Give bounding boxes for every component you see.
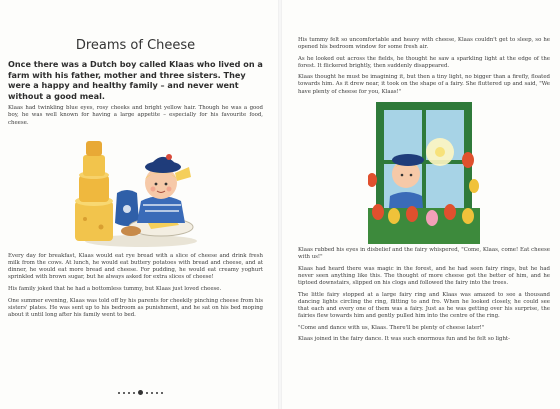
pagination-dot[interactable] [123, 392, 125, 394]
body-paragraph: One summer evening, Klaas was told off by his parents for cheekily pinching cheese from his sisters' plates. He was sent up to his bedroom as punishment, and he sat on his bed moping about it until long after his family went to bed. [8, 297, 263, 318]
pagination-dot[interactable] [161, 392, 163, 394]
body-paragraph: As he looked out across the fields, he thought he saw a sparkling light at the edge of the forest. It flickered brightly, then suddenly disappeared. [298, 55, 550, 69]
page-pagination [118, 390, 163, 395]
pagination-dot[interactable] [146, 392, 148, 394]
right-page [282, 0, 560, 409]
body-paragraph: His tummy felt so uncomfortable and heavy with cheese, Klaas couldn't get to sleep, so he opened his bedroom window for some fresh air. [298, 37, 550, 51]
body-paragraph: Every day for breakfast, Klaas would eat rye bread with a slice of cheese and drink fresh milk from the cows. At lunch, he would eat buttery potatoes with bread and cheese, and at dinner, he would eat more bread and cheese. For pudding, he would eat creamy yoghurt sprinkled with brown sugar, but he always asked for extra slices of cheese! [8, 253, 263, 281]
pagination-dot[interactable] [156, 392, 158, 394]
left-page [0, 0, 279, 409]
body-paragraph: Klaas had twinkling blue eyes, rosy cheeks and bright yellow hair. Though he was a good boy, he was well known for having a large appetite – especially for his favourite food, cheese. [8, 105, 263, 126]
story-lead-paragraph: Once there was a Dutch boy called Klaas who lived on a farm with his father, mother and three sisters. They were a happy and healthy family – and never went without a good meal. [8, 59, 263, 101]
body-paragraph: Klaas joined in the fairy dance. It was such enormous fun and he felt so light- [298, 336, 510, 343]
body-paragraph: "Come and dance with us, Klaas. There'll be plenty of cheese later!" [298, 324, 485, 331]
pagination-dot[interactable] [118, 392, 120, 394]
illustration-klaas-at-window [368, 100, 480, 244]
body-paragraph: His family joked that he had a bottomless tummy, but Klaas just loved cheese. [8, 286, 222, 293]
body-paragraph: Klaas had heard there was magic in the forest, and he had seen fairy rings, but he had never seen anything like this. The thought of more cheese got the better of him, and he tiptoed downstairs, slipped on his clogs and followed the fairy into the trees. [298, 265, 550, 287]
illustration-klaas-eating-cheese [71, 131, 201, 249]
pagination-dot[interactable] [128, 392, 130, 394]
body-paragraph: Klaas thought he must be imagining it, but then a tiny light, no bigger than a firefly, floated towards him. As it drew near, it took on the shape of a fairy. She fluttered up and said, "We have plenty of cheese for you, Klaas!" [298, 74, 550, 95]
story-title: Dreams of Cheese [75, 38, 196, 53]
pagination-dot-active[interactable] [138, 390, 143, 395]
pagination-dot[interactable] [151, 392, 153, 394]
body-paragraph: Klaas rubbed his eyes in disbelief and the fairy whispered, "Come, Klaas, come! Eat cheese with us!" [298, 247, 550, 261]
body-paragraph: The little fairy stopped at a large fairy ring and Klaas was amazed to see a thousand dancing lights circling the ring, flitting to and fro. When he looked closely, he could see that each and every one of them was a fairy. Just as he was getting over his surprise, the fairies flew towards him and gently pulled him into the centre of the ring. [298, 291, 550, 319]
pagination-dot[interactable] [133, 392, 135, 394]
